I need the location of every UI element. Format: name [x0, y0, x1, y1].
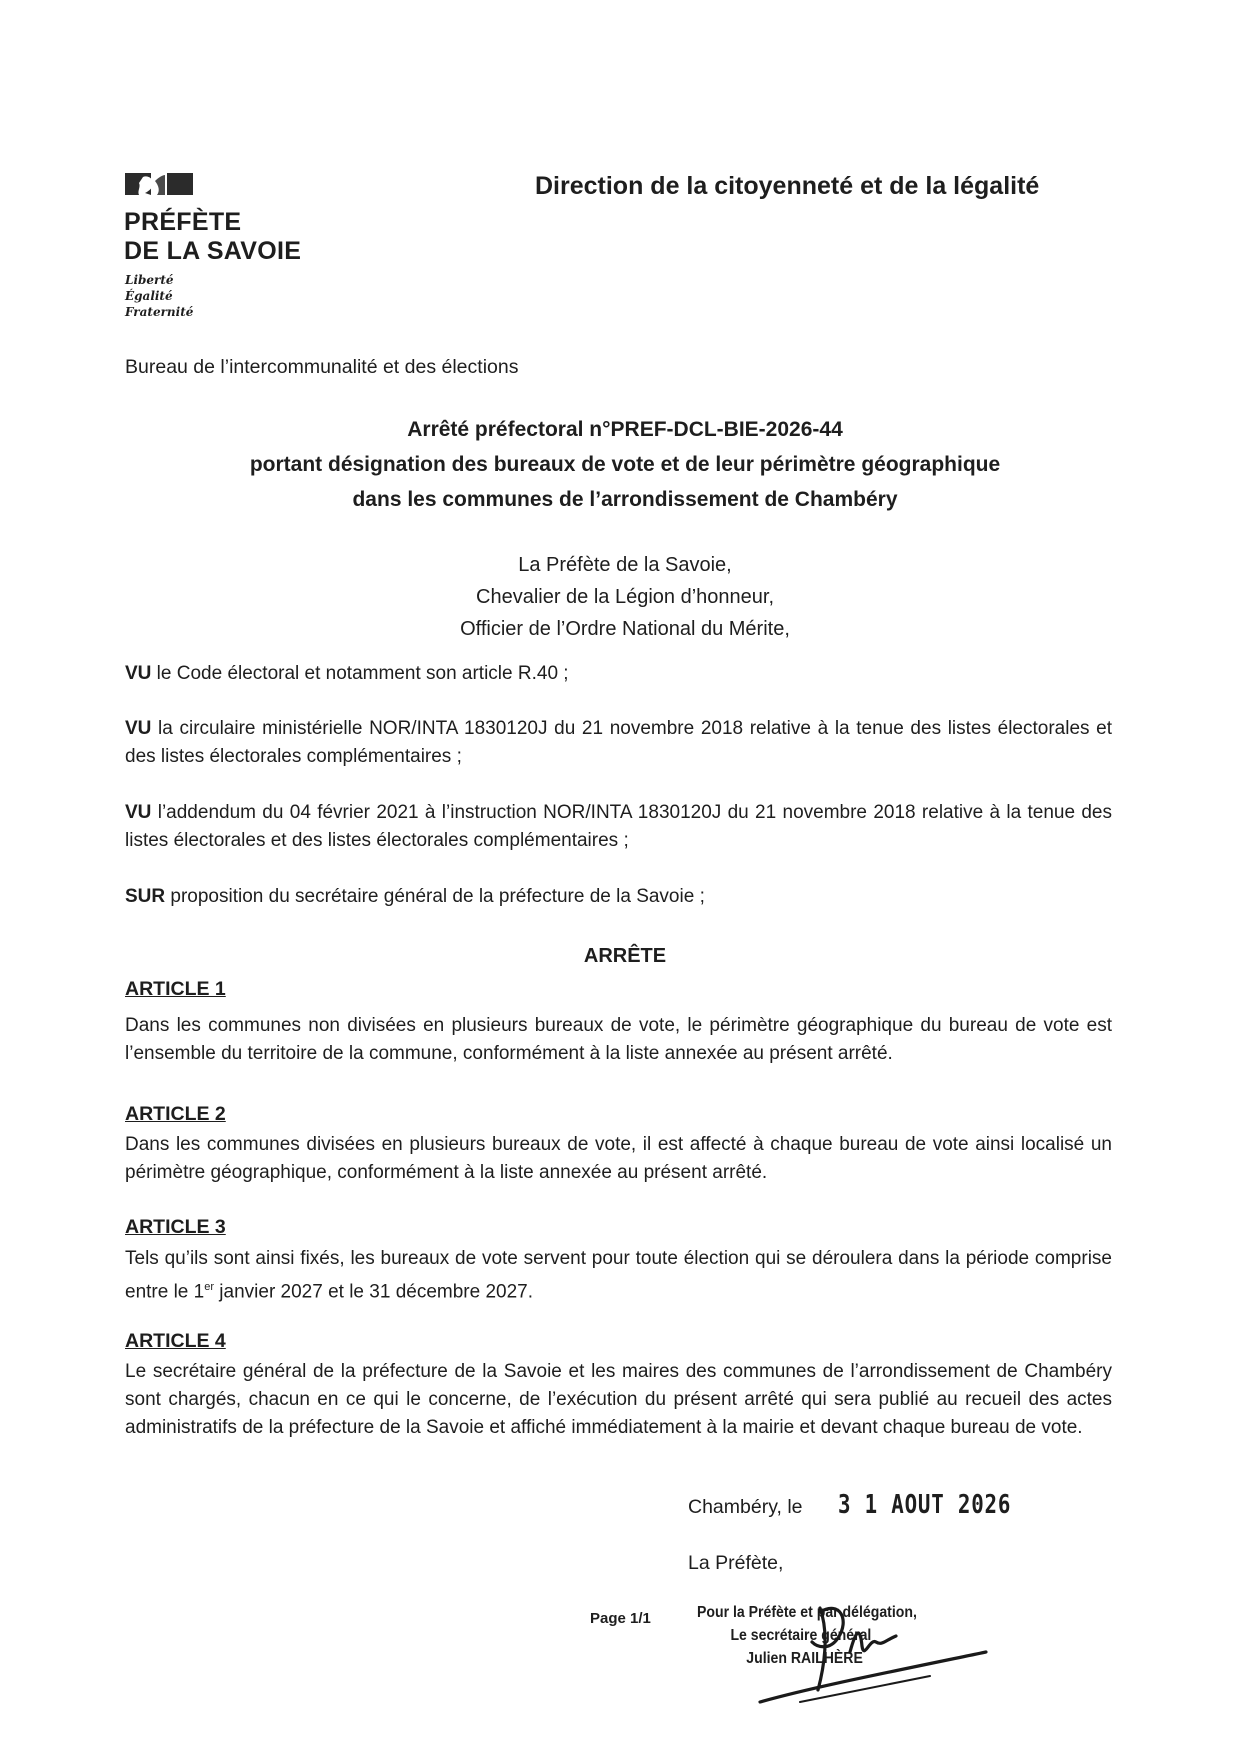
article-text-part: janvier 2027 et le 31 décembre 2027. [214, 1281, 534, 1303]
page-number: Page 1/1 [590, 1610, 651, 1627]
prefect-line2: Chevalier de la Légion d’honneur, [476, 586, 774, 608]
prefecture-name-line1: PRÉFÈTE [124, 208, 242, 236]
visa-text: le Code électoral et notamment son article R.40 ; [151, 663, 569, 684]
article-text [125, 1245, 1112, 1306]
prefecture-name [124, 208, 301, 266]
delegation-line2: Le secrétaire général [730, 1627, 872, 1644]
signer-title: La Préfète, [688, 1552, 784, 1574]
signature-place: Chambéry, le [688, 1496, 803, 1518]
republic-motto [125, 272, 193, 320]
marianne-logo-icon [125, 171, 195, 197]
prefecture-name-line2: DE LA SAVOIE [124, 237, 302, 265]
prefect-line1: La Préfète de la Savoie, [518, 554, 732, 576]
delegation-line3: Julien RAILHÈRE [746, 1650, 863, 1667]
visa-lead: VU [125, 802, 152, 823]
visa-lead: SUR [125, 886, 166, 907]
article-heading: ARTICLE 2 [125, 1103, 226, 1125]
visa-paragraph [125, 799, 1112, 855]
visa-paragraph [125, 715, 1112, 771]
article-heading: ARTICLE 3 [125, 1216, 226, 1238]
visa-lead: VU [125, 718, 152, 739]
ordinal-superscript: er [204, 1281, 215, 1293]
arrete-heading: ARRÊTE [583, 945, 667, 967]
article-text: Le secrétaire général de la préfecture de la Savoie et les maires des communes de l’arrondissement de Chambéry sont chargés, chacun en ce qui le concerne, de l’exécution du présent arrêté qui sera publié au recueil des actes administratifs de la préfecture de la Savoie et affiché immédiatement à la mairie et devant chaque bureau de vote. [125, 1361, 1112, 1438]
visa-lead: VU [125, 663, 152, 684]
bureau-line: Bureau de l’intercommunalité et des élections [125, 356, 519, 378]
visa-text: proposition du secrétaire général de la préfecture de la Savoie ; [165, 886, 705, 907]
prefect-titles [125, 549, 1125, 645]
direction-heading: Direction de la citoyenneté et de la légalité [535, 172, 1040, 200]
motto-egalite: Égalité [125, 289, 173, 303]
visa-paragraph [125, 660, 1112, 688]
motto-liberte: Liberté [125, 273, 174, 287]
article-heading: ARTICLE 1 [125, 978, 226, 1000]
decree-title-line1: Arrêté préfectoral n°PREF-DCL-BIE-2026-44 [407, 418, 843, 441]
decree-title [125, 412, 1125, 517]
visa-paragraph [125, 883, 1112, 911]
decree-title-line2: portant désignation des bureaux de vote et de leur périmètre géographique [249, 453, 1001, 476]
prefect-line3: Officier de l’Ordre National du Mérite, [460, 618, 790, 640]
motto-fraternite: Fraternité [125, 305, 194, 319]
date-stamp: 3 1 AOUT 2026 [838, 1490, 1012, 1520]
article-text: Dans les communes non divisées en plusieurs bureaux de vote, le périmètre géographique du bureau de vote est l’ensemble du territoire de la commune, conformément à la liste annexée au présent arrêté. [125, 1015, 1112, 1064]
handwritten-signature-icon [700, 1590, 1000, 1710]
decree-title-line3: dans les communes de l’arrondissement de Chambéry [352, 488, 898, 511]
article-text-part: Tels qu’ils sont ainsi fixés, les bureaux de vote servent pour toute élection qui se déroulera dans la période comprise entre le 1 [125, 1248, 1112, 1303]
article-text: Dans les communes divisées en plusieurs bureaux de vote, il est affecté à chaque bureau de vote ainsi localisé un périmètre géographique, conformément à la liste annexée au présent arrêté. [125, 1134, 1112, 1183]
article-heading: ARTICLE 4 [125, 1330, 226, 1352]
visa-text: la circulaire ministérielle NOR/INTA 1830120J du 21 novembre 2018 relative à la tenue des listes électorales et des listes électorales complémentaires ; [125, 718, 1112, 767]
delegation-line1: Pour la Préfète et par délégation, [697, 1604, 917, 1621]
visa-text: l’addendum du 04 février 2021 à l’instruction NOR/INTA 1830120J du 21 novembre 2018 relative à la tenue des listes électorales et des listes électorales complémentaires ; [125, 802, 1112, 851]
